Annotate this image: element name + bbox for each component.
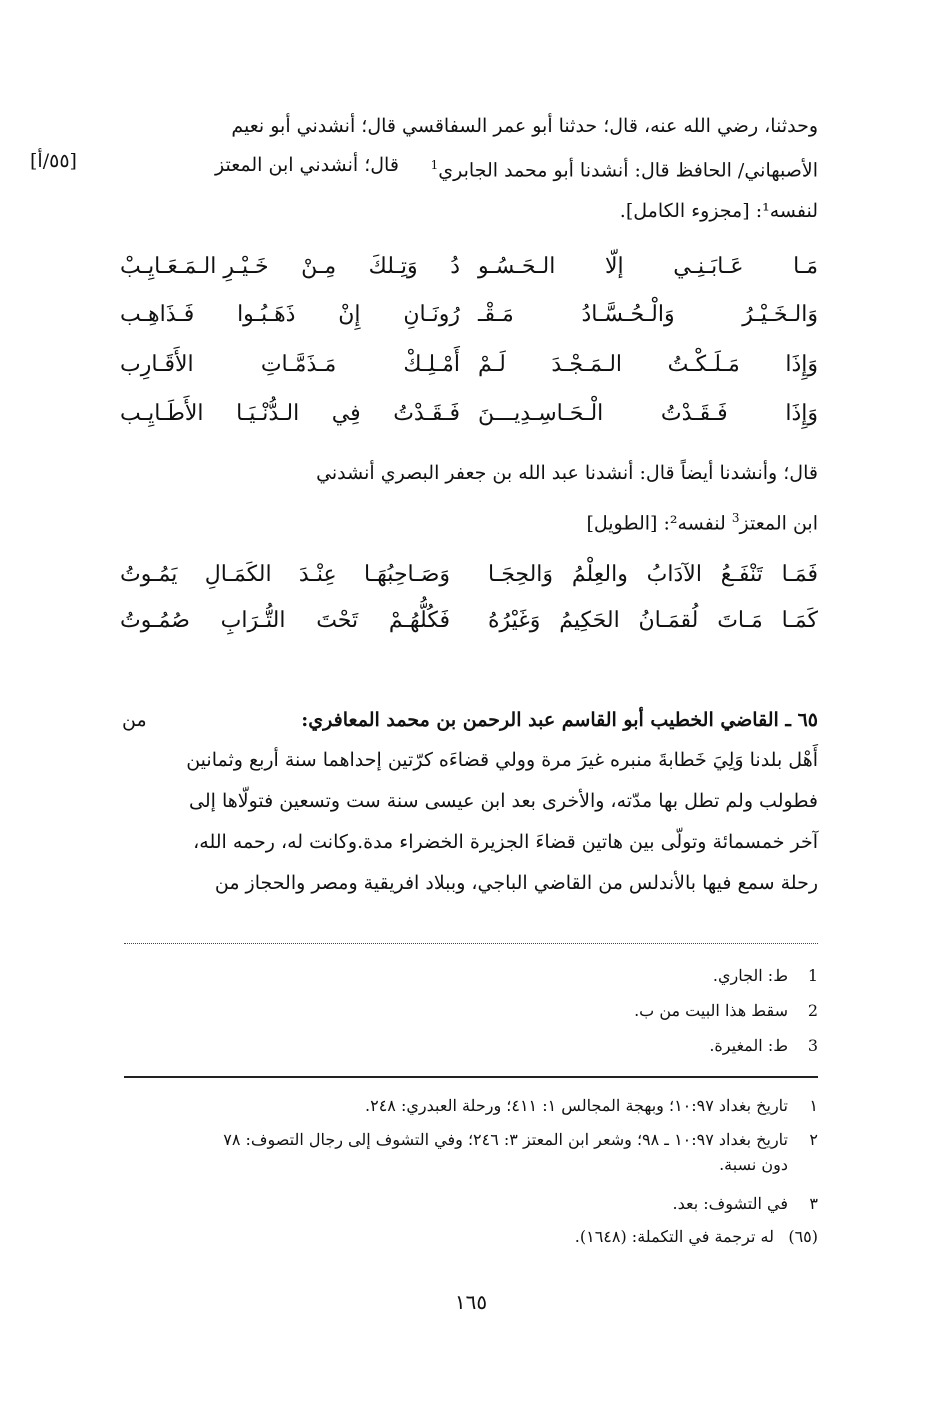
folio-marker: [٥٥/أ] xyxy=(30,150,77,172)
entry-line-4: رحلة سمع فيها بالأندلس من القاضي الباجي، وببلاد افريقية ومصر والحجاز من xyxy=(214,872,818,894)
intro-line-2-end: قال؛ أنشدني ابن المعتز xyxy=(215,154,399,176)
poem1-verse-1 xyxy=(120,254,818,294)
footnote-3: ٣ في التشوف: بعد. xyxy=(672,1194,818,1213)
editor-note-1: 1ط: الجاري. xyxy=(712,966,818,985)
verse-first-hemistich: وَإِذَا فَـقَـدْتُ الْـحَـاسِـدِيـــنَ xyxy=(478,401,818,426)
intro-line-3: لنفسه¹: [مجزوء الكامل]. xyxy=(619,200,818,222)
page-number: ١٦٥ xyxy=(454,1290,488,1314)
editor-note-2: 2سقط هذا البيت من ب. xyxy=(634,1001,818,1020)
verse-second-hemistich: أَمْـلِـكْ مَـذَمَّـاتِ الأَقَـارِب xyxy=(120,352,460,377)
verse-second-hemistich: فَكُلُّهُـمْ تَحْتَ التُّـرَابِ صُمُـوتُ xyxy=(120,608,450,633)
intro-line-1 xyxy=(122,111,818,141)
verse-first-hemistich: فَمَـا تَنْفَـعُ الآدَابُ والعِلْمُ وَالحِجَـا xyxy=(488,562,818,587)
dotted-separator xyxy=(124,943,818,944)
poem1-verse-4 xyxy=(120,401,818,441)
verse-first-hemistich: مَـا عَـابَـنِـي إلّا الـحَـسُـو xyxy=(478,254,818,279)
verse-second-hemistich: دُ وَتِـلكَ مِـنْ خَـيْـرِ الـمَـعَـايِـبْ xyxy=(120,254,460,279)
entry-heading: ٦٥ ـ القاضي الخطيب أبو القاسم عبد الرحمن بن محمد المعافري: xyxy=(301,709,818,731)
mid-line-1 xyxy=(122,458,818,488)
intro-line-1-text: وحدثنا، رضي الله عنه، قال؛ حدثنا أبو عمر السفاقسي قال؛ أنشدني أبو نعيم xyxy=(231,115,818,137)
editor-note-3: 3ط: المغيرة. xyxy=(709,1036,818,1055)
verse-first-hemistich: وَإِذَا مَـلَـكْـتُ الـمَـجْـدَ لَـمْ xyxy=(478,352,818,377)
poem1-verse-2 xyxy=(120,302,818,342)
footnote-2: ٢ تاريخ بغداد ١٠:٩٧ ـ ٩٨؛ وشعر ابن المعتز ٣: ٢٤٦؛ وفي التشوف إلى رجال التصوف: ٧٨ دون نسبة. xyxy=(223,1130,818,1174)
entry-line-3: آخر خمسمائة وتولّى بين هاتين قضاءَ الجزيرة الخضراء مدة.وكانت له، رحمه الله، xyxy=(193,831,818,853)
note-ref-1: 1 xyxy=(430,158,439,172)
entry-heading-tail: من xyxy=(122,709,147,731)
mid-line-1-text: قال؛ وأنشدنا أيضاً قال: أنشدنا عبد الله بن جعفر البصري أنشدني xyxy=(316,462,818,484)
poem2-verse-2 xyxy=(120,608,818,648)
poem2-verse-1 xyxy=(120,562,818,602)
footnote-1: ١ تاريخ بغداد ١٠:٩٧؛ وبهجة المجالس ١: ٤١١؛ ورحلة العبدري: ٢٤٨. xyxy=(365,1096,818,1115)
verse-second-hemistich: وَصَـاحِبُهَـا عِنْـدَ الكَمَـالِ يَمُـوتُ xyxy=(120,562,450,587)
verse-second-hemistich: فَـقَـدْتُ فِي الـدُّنْـيَـا الأَطَـايِـب xyxy=(120,401,460,426)
footnote-65: (٦٥) له ترجمة في التكملة: (١٦٤٨). xyxy=(574,1227,818,1246)
poem1-verse-3 xyxy=(120,352,818,392)
note-ref-3: 3 xyxy=(731,511,740,525)
footnote-separator xyxy=(124,1076,818,1078)
intro-line-2-main: الأصبهاني/ الحافظ قال: أنشدنا أبو محمد الجابري$^1$ xyxy=(430,158,818,182)
entry-heading-line xyxy=(122,705,818,735)
entry-line-1: أَهْل بلدنا وَلِيَ خَطابةَ منبره غيرَ مرة وولي قضاءَه كرّتين إحداهما سنة أربع وثمانين xyxy=(186,749,818,771)
entry-line-2: فطولب ولم تطل بها مدّته، والأخرى بعد ابن عيسى سنة ست وتسعين فتولّاها إلى xyxy=(189,790,818,812)
verse-second-hemistich: رُونَـانِ إِنْ ذَهَـبُـوا فَـذَاهِـب xyxy=(120,302,460,327)
mid-line-2: ابن المعتز$^3$ لنفسه²: [الطويل] xyxy=(586,511,818,535)
verse-first-hemistich: كَمَـا مَـاتَ لُقمَـانُ الحَكِيمُ وَغَيْرُهُ xyxy=(488,608,818,633)
verse-first-hemistich: وَالـخَـيْـرُ وَالْـحُـسَّـادُ مَـقْـ xyxy=(478,302,818,327)
intro-line-2 xyxy=(215,150,818,185)
